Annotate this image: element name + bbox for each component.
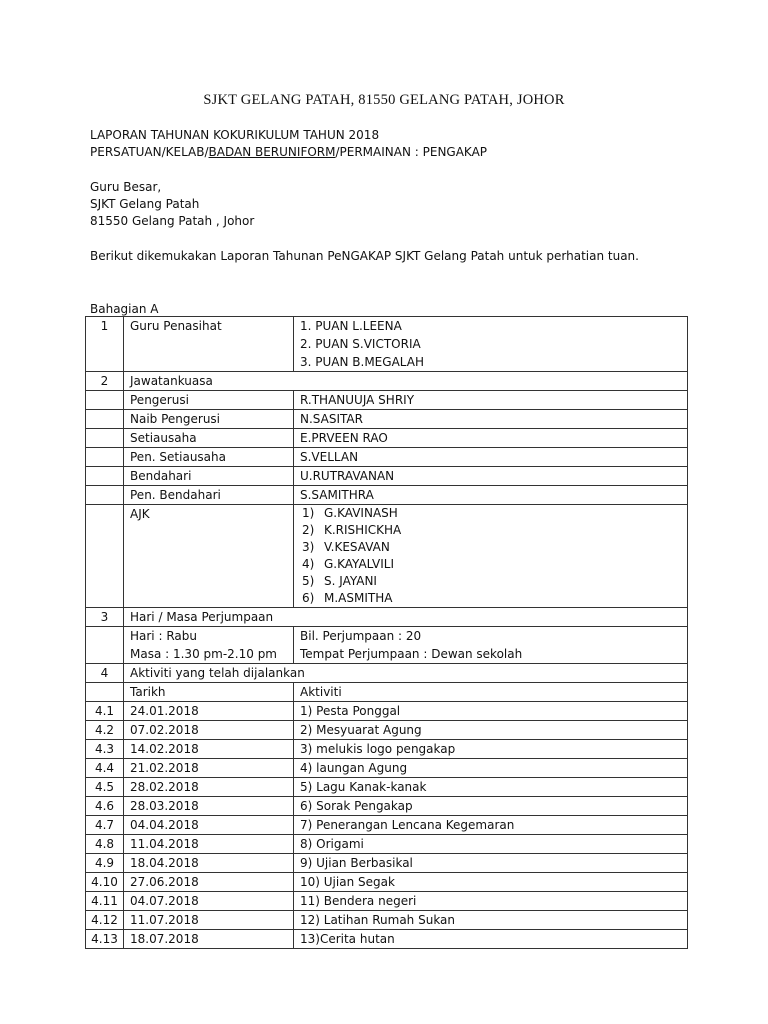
meeting-time: Masa : 1.30 pm-2.10 pm xyxy=(130,647,277,661)
table-row xyxy=(86,391,688,410)
activity-number: 4.3 xyxy=(86,740,124,759)
address-line-1: Guru Besar, xyxy=(90,180,162,194)
activity-number: 4.9 xyxy=(86,854,124,873)
activity-name: 11) Bendera negeri xyxy=(294,892,688,911)
activity-date: 04.07.2018 xyxy=(124,892,294,911)
activity-row xyxy=(86,854,688,873)
table-row xyxy=(86,467,688,486)
meeting-place: Tempat Perjumpaan : Dewan sekolah xyxy=(300,647,523,661)
activity-name: 4) laungan Agung xyxy=(294,759,688,778)
activity-date: 07.02.2018 xyxy=(124,721,294,740)
activity-row xyxy=(86,835,688,854)
activity-name: 10) Ujian Segak xyxy=(294,873,688,892)
activity-date: 28.03.2018 xyxy=(124,797,294,816)
intro-text: Berikut dikemukakan Laporan Tahunan PeNGAKAP SJKT Gelang Patah untuk perhatian tuan. xyxy=(90,249,639,263)
activity-number: 4.2 xyxy=(86,721,124,740)
table-row xyxy=(86,410,688,429)
empty-cell xyxy=(86,391,124,410)
row-number: 2 xyxy=(86,372,124,391)
empty-cell xyxy=(86,683,124,702)
position-label: Pen. Setiausaha xyxy=(124,448,294,467)
activity-number: 4.8 xyxy=(86,835,124,854)
row-number: 3 xyxy=(86,608,124,627)
meeting-day-time xyxy=(124,627,294,664)
address-line-2: SJKT Gelang Patah xyxy=(90,197,200,211)
activity-date: 18.04.2018 xyxy=(124,854,294,873)
ajk-member: 6) M.ASMITHA xyxy=(302,591,393,605)
ajk-member: 4) G.KAYALVILI xyxy=(302,557,394,571)
activity-name: 1) Pesta Ponggal xyxy=(294,702,688,721)
activity-number: 4.1 xyxy=(86,702,124,721)
activity-row xyxy=(86,873,688,892)
table-row xyxy=(86,429,688,448)
activity-date: 04.04.2018 xyxy=(124,816,294,835)
category-part-2-underlined: BADAN BERUNIFORM xyxy=(208,145,336,159)
address-line-3: 81550 Gelang Patah , Johor xyxy=(90,214,255,228)
activity-number: 4.12 xyxy=(86,911,124,930)
ajk-label: AJK xyxy=(124,505,294,608)
activity-name: 12) Latihan Rumah Sukan xyxy=(294,911,688,930)
position-holder: S.SAMITHRA xyxy=(294,486,688,505)
activity-row xyxy=(86,702,688,721)
ajk-member: 1) G.KAVINASH xyxy=(302,506,398,520)
table-row xyxy=(86,664,688,683)
advisor-list xyxy=(294,317,688,372)
activity-name: 8) Origami xyxy=(294,835,688,854)
activity-date: 14.02.2018 xyxy=(124,740,294,759)
empty-cell xyxy=(86,486,124,505)
category-part-3: /PERMAINAN : PENGAKAP xyxy=(335,145,488,159)
position-holder: E.PRVEEN RAO xyxy=(294,429,688,448)
position-holder: S.VELLAN xyxy=(294,448,688,467)
activity-name: 3) melukis logo pengakap xyxy=(294,740,688,759)
activity-row xyxy=(86,797,688,816)
activity-date: 18.07.2018 xyxy=(124,930,294,949)
activity-date: 11.07.2018 xyxy=(124,911,294,930)
empty-cell xyxy=(86,467,124,486)
activity-date: 24.01.2018 xyxy=(124,702,294,721)
activity-row xyxy=(86,816,688,835)
advisor-item: 1. PUAN L.LEENA xyxy=(300,319,402,333)
activity-rows xyxy=(86,702,688,949)
activity-row xyxy=(86,721,688,740)
activity-number: 4.10 xyxy=(86,873,124,892)
row-label: Jawatankuasa xyxy=(124,372,688,391)
activity-date: 21.02.2018 xyxy=(124,759,294,778)
position-label: Setiausaha xyxy=(124,429,294,448)
ajk-member: 3) V.KESAVAN xyxy=(302,540,390,554)
table-row xyxy=(86,317,688,372)
position-label: Naib Pengerusi xyxy=(124,410,294,429)
activity-row xyxy=(86,759,688,778)
empty-cell xyxy=(86,410,124,429)
meeting-day: Hari : Rabu xyxy=(130,629,197,643)
activity-row xyxy=(86,740,688,759)
table-row xyxy=(86,372,688,391)
table-row xyxy=(86,627,688,664)
activity-row xyxy=(86,778,688,797)
table-row xyxy=(86,486,688,505)
activity-date: 27.06.2018 xyxy=(124,873,294,892)
activity-number: 4.5 xyxy=(86,778,124,797)
activity-number: 4.4 xyxy=(86,759,124,778)
row-label: Hari / Masa Perjumpaan xyxy=(124,608,688,627)
activity-date: 11.04.2018 xyxy=(124,835,294,854)
table-row xyxy=(86,683,688,702)
meeting-details xyxy=(294,627,688,664)
position-label: Pengerusi xyxy=(124,391,294,410)
position-holder: U.RUTRAVANAN xyxy=(294,467,688,486)
activity-row xyxy=(86,930,688,949)
activity-number: 4.11 xyxy=(86,892,124,911)
row-label: Aktiviti yang telah dijalankan xyxy=(124,664,688,683)
activity-name: 2) Mesyuarat Agung xyxy=(294,721,688,740)
empty-cell xyxy=(86,627,124,664)
advisor-item: 2. PUAN S.VICTORIA xyxy=(300,337,421,351)
activity-name: 9) Ujian Berbasikal xyxy=(294,854,688,873)
report-title: LAPORAN TAHUNAN KOKURIKULUM TAHUN 2018 xyxy=(90,128,380,142)
row-number: 1 xyxy=(86,317,124,372)
activity-number: 4.7 xyxy=(86,816,124,835)
column-header-date: Tarikh xyxy=(124,683,294,702)
empty-cell xyxy=(86,505,124,608)
activity-name: 5) Lagu Kanak-kanak xyxy=(294,778,688,797)
column-header-activity: Aktiviti xyxy=(294,683,688,702)
empty-cell xyxy=(86,429,124,448)
school-heading: SJKT GELANG PATAH, 81550 GELANG PATAH, JOHOR xyxy=(203,92,565,108)
section-label: Bahagian A xyxy=(90,302,159,316)
table-row xyxy=(86,505,688,608)
category-part-1: PERSATUAN/KELAB/ xyxy=(90,145,209,159)
activity-name: 7) Penerangan Lencana Kegemaran xyxy=(294,816,688,835)
table-row xyxy=(86,608,688,627)
ajk-list xyxy=(294,505,688,608)
ajk-member: 2) K.RISHICKHA xyxy=(302,523,402,537)
activity-name: 13)Cerita hutan xyxy=(294,930,688,949)
position-label: Bendahari xyxy=(124,467,294,486)
activity-name: 6) Sorak Pengakap xyxy=(294,797,688,816)
advisor-item: 3. PUAN B.MEGALAH xyxy=(300,355,424,369)
activity-row xyxy=(86,911,688,930)
table-row xyxy=(86,448,688,467)
position-label: Pen. Bendahari xyxy=(124,486,294,505)
activity-number: 4.6 xyxy=(86,797,124,816)
meeting-count: Bil. Perjumpaan : 20 xyxy=(300,629,422,643)
activity-number: 4.13 xyxy=(86,930,124,949)
ajk-member: 5) S. JAYANI xyxy=(302,574,377,588)
report-category xyxy=(90,144,487,160)
activity-date: 28.02.2018 xyxy=(124,778,294,797)
row-label: Guru Penasihat xyxy=(124,317,294,372)
position-holder: N.SASITAR xyxy=(294,410,688,429)
position-holder: R.THANUUJA SHRIY xyxy=(294,391,688,410)
report-table xyxy=(85,316,688,949)
empty-cell xyxy=(86,448,124,467)
activity-row xyxy=(86,892,688,911)
row-number: 4 xyxy=(86,664,124,683)
